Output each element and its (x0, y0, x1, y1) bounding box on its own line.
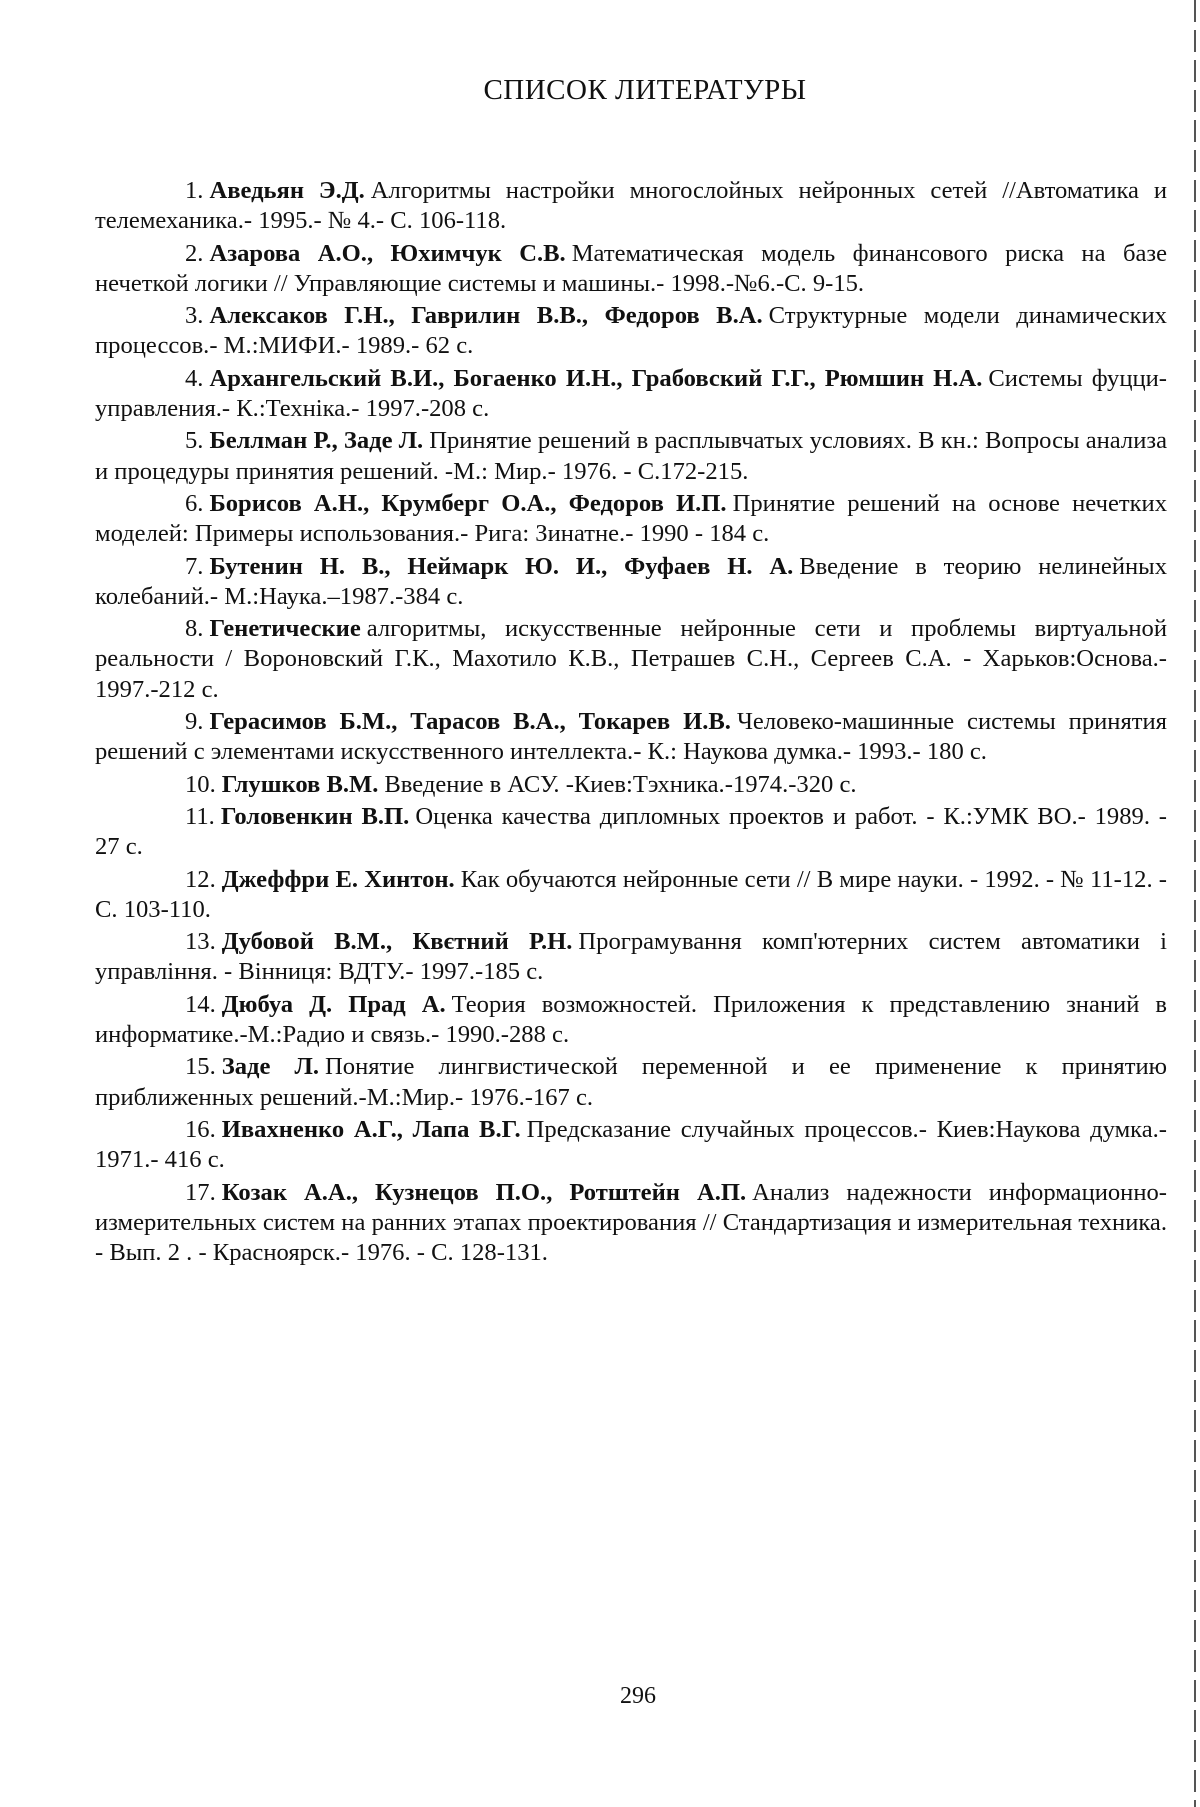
reference-item (95, 552, 1167, 613)
reference-authors: Алексаков Г.Н., Гаврилин В.В., Федоров В.А. (209, 302, 763, 330)
reference-text: Програмування комп'ютерних систем автоматики і управління. - Вінниця: ВДТУ.- 1997.-185 с. (95, 928, 1167, 986)
reference-authors: Генетические (209, 615, 361, 643)
reference-item (95, 176, 1167, 237)
reference-item (95, 1178, 1167, 1269)
reference-number: 6. (185, 489, 204, 517)
reference-text: Предсказание случайных процессов.- Киев:Наукова думка.- 1971.- 416 с. (95, 1115, 1167, 1174)
reference-number: 8. (185, 615, 204, 643)
reference-item (95, 927, 1167, 988)
reference-item (95, 802, 1167, 863)
reference-authors: Герасимов Б.М., Тарасов В.А., Токарев И.В. (209, 708, 731, 736)
reference-item (95, 990, 1167, 1051)
reference-item (95, 489, 1167, 550)
reference-authors: Козак А.А., Кузнецов П.О., Ротштейн А.П. (221, 1178, 747, 1206)
reference-item (95, 1052, 1167, 1113)
reference-authors: Борисов А.Н., Крумберг О.А., Федоров И.П. (209, 489, 727, 517)
reference-text: Оценка качества дипломных проектов и работ. - К.:УМК ВО.- 1989. - 27 с. (95, 802, 1167, 861)
reference-number: 7. (185, 552, 204, 580)
reference-authors: Дюбуа Д. Прад А. (221, 990, 446, 1018)
reference-item (95, 426, 1167, 487)
reference-text: алгоритмы, искусственные нейронные сети и проблемы виртуальной реальности / Вороновский Г.К., Махотило К.В., Петрашев С.Н., Сергеев С.А. - Харьков:Основа.- 1997.-212 с. (95, 615, 1167, 703)
reference-item (95, 770, 1167, 800)
reference-number: 10. (185, 770, 216, 798)
reference-number: 12. (185, 865, 216, 893)
reference-authors: Джеффри Е. Хинтон. (221, 865, 455, 893)
reference-authors: Азарова А.О., Юхимчук С.В. (209, 239, 566, 267)
reference-number: 1. (185, 177, 204, 204)
reference-authors: Глушков В.М. (221, 770, 379, 798)
reference-item (95, 239, 1167, 300)
reference-authors: Бутенин Н. В., Неймарк Ю. И., Фуфаев Н. А. (209, 552, 794, 580)
reference-text: Структурные модели динамических процессов.- М.:МИФИ.- 1989.- 62 с. (95, 302, 1167, 360)
reference-text: Теория возможностей. Приложения к представлению знаний в информатике.-М.:Радио и связь.- 1990.-288 с. (95, 990, 1167, 1049)
reference-list (95, 176, 1167, 1270)
reference-number: 9. (185, 708, 204, 736)
reference-authors: Архангельский В.И., Богаенко И.Н., Грабовский Г.Г., Рюмшин Н.А. (209, 364, 983, 392)
reference-authors: Головенкин В.П. (220, 802, 410, 830)
reference-text: Понятие лингвистической переменной и ее применение к принятию приближенных решений.-М.:Мир.- 1976.-167 с. (95, 1053, 1167, 1111)
reference-text: Принятие решений на основе нечетких моделей: Примеры использования.- Рига: Зинатне.- 1990 - 184 с. (95, 489, 1168, 548)
reference-authors: Дубовой В.М., Квєтний Р.Н. (221, 928, 573, 956)
reference-number: 15. (185, 1053, 216, 1081)
reference-text: Анализ надежности информационно-измерительных систем на ранних этапах проектирования // Стандартизация и измерительная техника. - Вып. 2 . - Красноярск.- 1976. - С. 128-131. (95, 1178, 1167, 1267)
reference-number: 17. (185, 1178, 216, 1206)
reference-item (95, 301, 1167, 362)
reference-number: 3. (185, 302, 204, 330)
scan-edge (1194, 0, 1196, 1807)
reference-item (95, 1115, 1167, 1176)
reference-item (95, 865, 1167, 926)
reference-number: 16. (185, 1115, 216, 1143)
reference-text: Введение в теорию нелинейных колебаний.- М.:Наука.–1987.-384 с. (95, 552, 1167, 610)
page-title: СПИСОК ЛИТЕРАТУРЫ (483, 74, 807, 106)
reference-text: Системы фуцци-управления.- К.:Техніка.- 1997.-208 с. (95, 364, 1167, 423)
reference-item (95, 707, 1167, 768)
reference-text: Математическая модель финансового риска на базе нечеткой логики // Управляющие системы и машины.- 1998.-№6.-С. 9-15. (95, 239, 1168, 297)
reference-number: 14. (185, 990, 216, 1018)
reference-item (95, 614, 1167, 705)
page-number: 296 (620, 1683, 656, 1709)
reference-number: 2. (185, 239, 204, 267)
reference-item (95, 364, 1167, 425)
reference-text: Человеко-машинные системы принятия решений с элементами искусственного интеллекта.- К.: Наукова думка.- 1993.- 180 с. (95, 708, 1167, 766)
reference-authors: Заде Л. (221, 1053, 320, 1081)
reference-text: Принятие решений в расплывчатых условиях. В кн.: Вопросы анализа и процедуры принятия решений. -М.: Мир.- 1976. - С.172-215. (95, 427, 1167, 485)
reference-authors: Ивахненко А.Г., Лапа В.Г. (221, 1115, 521, 1143)
reference-text: Алгоритмы настройки многослойных нейронных сетей //Автоматика и телемеханика.- 1995.- № 4.- С. 106-118. (95, 177, 1167, 235)
reference-authors: Беллман Р., Заде Л. (209, 427, 424, 455)
reference-number: 11. (185, 802, 215, 830)
reference-number: 13. (185, 928, 216, 956)
reference-text: Введение в АСУ. -Киев:Тэхника.-1974.-320 с. (384, 770, 857, 798)
reference-number: 5. (185, 427, 204, 455)
reference-text: Как обучаются нейронные сети // В мире науки. - 1992. - № 11-12. - С. 103-110. (95, 865, 1167, 923)
reference-number: 4. (185, 364, 204, 392)
reference-authors: Аведьян Э.Д. (209, 177, 365, 204)
